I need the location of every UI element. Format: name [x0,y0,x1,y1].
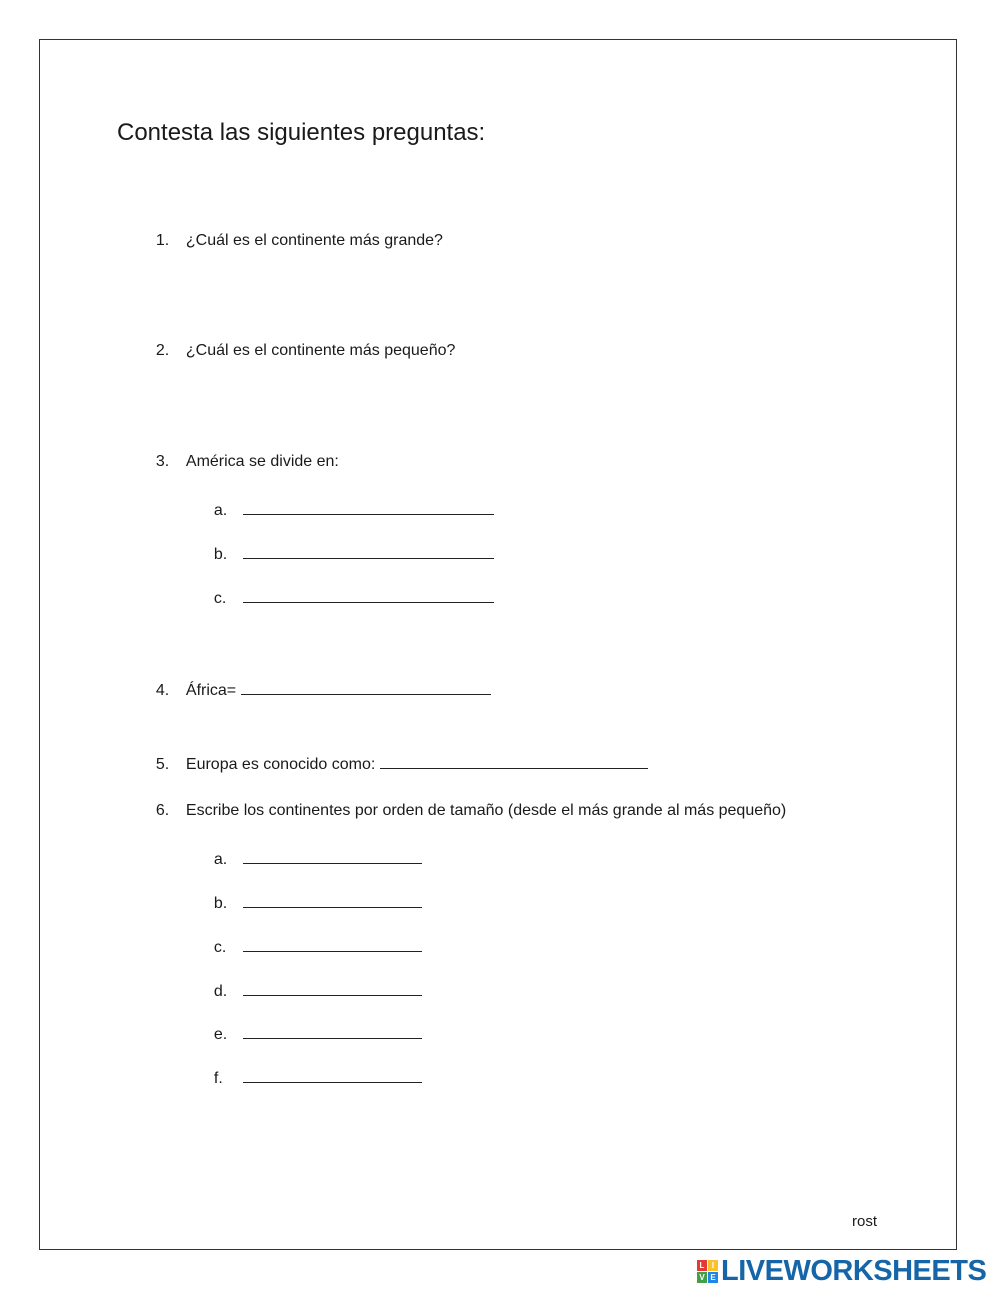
question-6 [147,784,786,820]
answer-blank[interactable] [380,754,648,769]
answer-blank[interactable] [243,1068,422,1083]
logo-text: LIVEWORKSHEETS [721,1254,987,1287]
logo-block: I [708,1260,718,1271]
q6-option-c [205,919,422,957]
logo-blocks-icon [697,1260,718,1283]
page-title: Contesta las siguientes preguntas: [117,119,486,146]
answer-blank[interactable] [243,937,422,952]
answer-blank[interactable] [243,588,494,603]
question-number: 3. [155,453,170,470]
answer-blank[interactable] [243,500,494,515]
question-3 [147,435,339,471]
question-4 [147,662,491,700]
q6-option-d [205,963,422,1001]
answer-blank[interactable] [243,849,422,864]
question-text: Europa es conocido como: [185,756,380,773]
q3-option-c [205,570,494,608]
option-letter: a. [213,851,228,868]
q3-option-b [205,526,494,564]
option-letter: b. [213,895,228,912]
liveworksheets-logo[interactable] [697,1256,986,1286]
q6-option-a [205,831,422,869]
option-letter: f. [213,1070,223,1087]
question-5 [147,736,648,774]
option-letter: e. [213,1026,228,1043]
question-1 [147,214,443,250]
logo-block: L [697,1260,707,1271]
q6-option-b [205,875,422,913]
question-text: Escribe los continentes por orden de tamaño (desde el más grande al más pequeño) [185,802,787,819]
answer-blank[interactable] [243,893,422,908]
question-number: 1. [155,232,170,249]
answer-blank[interactable] [243,981,422,996]
answer-blank[interactable] [241,680,491,695]
q6-option-f [205,1050,422,1088]
question-text: ¿Cuál es el continente más pequeño? [185,342,456,359]
question-number: 4. [155,682,170,699]
q3-option-a [205,482,494,520]
question-2 [147,324,455,360]
footer-author: rost [852,1213,878,1230]
q6-option-e [205,1006,422,1044]
logo-block: V [697,1272,707,1283]
option-letter: c. [213,590,227,607]
question-text: ¿Cuál es el continente más grande? [185,232,443,249]
option-letter: d. [213,983,228,1000]
option-letter: a. [213,502,228,519]
answer-blank[interactable] [243,544,494,559]
option-letter: c. [213,939,227,956]
option-letter: b. [213,546,228,563]
logo-block: E [708,1272,718,1283]
question-text: África= [185,682,241,699]
question-number: 5. [155,756,170,773]
question-number: 2. [155,342,170,359]
question-number: 6. [155,802,170,819]
question-text: América se divide en: [185,453,339,470]
answer-blank[interactable] [243,1024,422,1039]
